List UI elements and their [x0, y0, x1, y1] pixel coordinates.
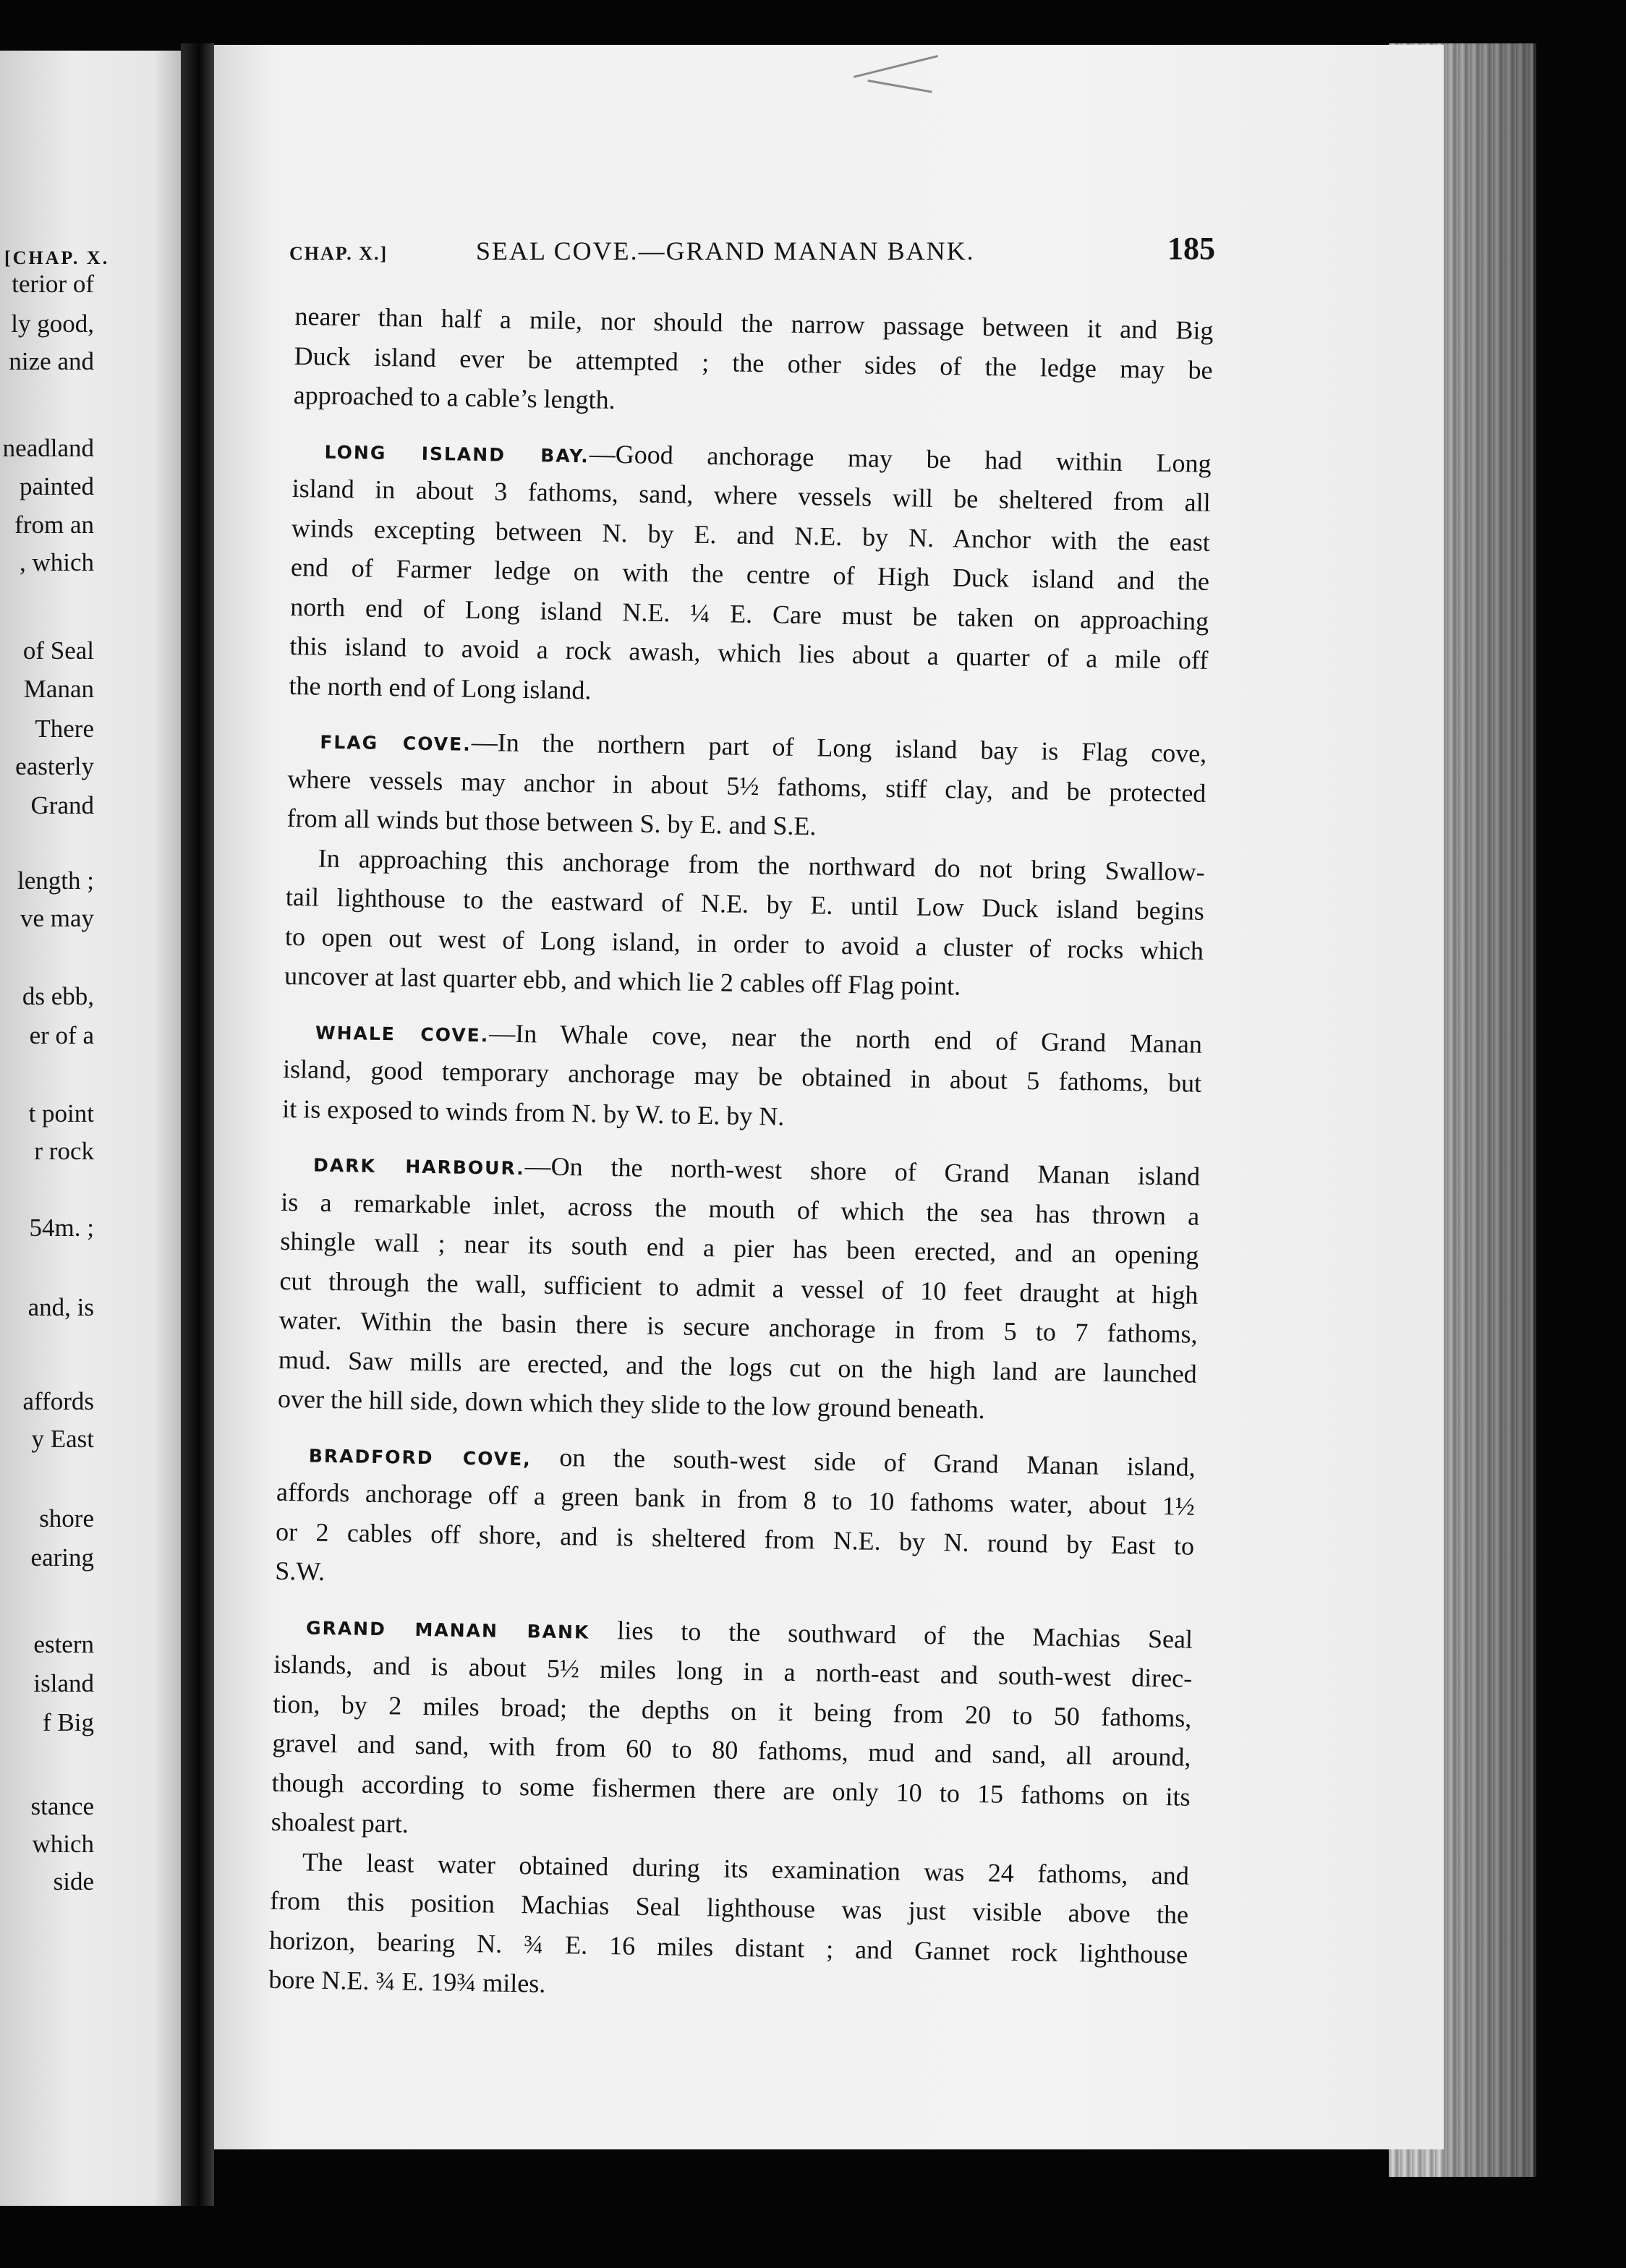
- line-text: from this position Machias Seal lighthouse was just visible above the: [269, 1885, 1189, 1930]
- paragraph: [278, 1143, 1201, 1433]
- facing-page-chapter-mark: [CHAP. X.: [4, 247, 110, 268]
- facing-page-text-fragment: ly good,: [11, 310, 94, 338]
- paragraph: [284, 837, 1205, 1010]
- facing-page-text-fragment: Manan: [23, 675, 94, 703]
- running-title: SEAL COVE.—GRAND MANAN BANK.: [476, 236, 975, 265]
- facing-page-text-fragment: easterly: [15, 752, 94, 780]
- facing-page-text-fragment: ve may: [20, 904, 94, 932]
- page-edge-shadow: [1444, 43, 1533, 2177]
- section-heading: LONG ISLAND BAY.: [324, 441, 590, 466]
- line-text: The least water obtained during its examination was 24 fathoms, and: [302, 1846, 1190, 1890]
- line-text: though according to some fishermen there are only 10 to 15 fathoms on its: [271, 1768, 1191, 1812]
- line-text: tail lighthouse to the eastward of N.E. by E. until Low Duck island begins: [285, 882, 1205, 926]
- section-heading: FLAG COVE.: [320, 731, 472, 755]
- line-text: cut through the wall, sufficient to admit a vessel of 10 feet draught at high: [279, 1266, 1199, 1310]
- line-text: end of Farmer ledge on with the centre of High Duck island and the: [290, 552, 1210, 596]
- facing-page-text-fragment: which: [32, 1830, 94, 1858]
- line-text: affords anchorage off a green bank in from 8 to 10 fathoms water, about 1½: [276, 1477, 1196, 1521]
- facing-page-text-fragment: terior of: [12, 270, 94, 298]
- facing-page-text-fragment: There: [35, 715, 94, 743]
- facing-page-text-fragment: r rock: [34, 1137, 94, 1165]
- line-text: islands, and is about 5½ miles long in a north-east and south-west direc-: [273, 1649, 1193, 1693]
- facing-page-text-fragment: ds ebb,: [22, 982, 94, 1010]
- line-text: —In the northern part of Long island bay is Flag cove,: [471, 727, 1207, 768]
- facing-page-text-fragment: affords: [22, 1387, 94, 1415]
- facing-page-text-fragment: of Seal: [22, 636, 94, 665]
- facing-page-text-fragment: , which: [19, 548, 94, 576]
- line-text: island in about 3 fathoms, sand, where vessels will be sheltered from all: [291, 473, 1211, 517]
- facing-page-text-fragment: and, is: [27, 1293, 94, 1321]
- line-text: —In Whale cove, near the north end of Grand Manan: [488, 1018, 1203, 1059]
- line-text: nearer than half a mile, nor should the narrow passage between it and Big: [294, 301, 1214, 345]
- page-number: 185: [1167, 231, 1215, 266]
- facing-page-text-fragment: side: [53, 1867, 94, 1896]
- facing-page-text-fragment: stance: [30, 1792, 94, 1820]
- paragraph: [286, 720, 1206, 852]
- section-heading: BRADFORD COVE,: [308, 1444, 532, 1470]
- line-text: gravel and sand, with from 60 to 80 fathoms, mud and sand, all around,: [272, 1728, 1191, 1772]
- section-heading: GRAND MANAN BANK: [305, 1616, 590, 1643]
- line-text: Duck island ever be attempted ; the other sides of the ledge may be: [294, 341, 1213, 385]
- line-text: the north end of Long island.: [289, 670, 592, 704]
- line-text: lies to the southward of the Machias Seal: [589, 1615, 1193, 1654]
- line-text: shoalest part.: [271, 1807, 409, 1838]
- paragraph: [282, 1010, 1202, 1142]
- facing-page-text-fragment: shore: [39, 1504, 94, 1532]
- line-text: —Good anchorage may be had within Long: [589, 438, 1212, 478]
- section-heading: WHALE COVE.: [315, 1022, 490, 1046]
- facing-page-text-fragment: length ;: [17, 866, 94, 895]
- facing-page-text-fragment: er of a: [29, 1021, 94, 1049]
- line-text: it is exposed to winds from N. by W. to E. by N.: [282, 1094, 785, 1131]
- facing-page-text-fragment: estern: [33, 1630, 94, 1658]
- facing-page-text-fragment: painted: [19, 472, 94, 500]
- facing-page-text-fragment: Grand: [30, 791, 94, 819]
- line-text: In approaching this anchorage from the northward do not bring Swallow-: [318, 843, 1205, 887]
- running-header: [289, 230, 1215, 273]
- line-text: north end of Long island N.E. ¼ E. Care must be taken on approaching: [289, 592, 1209, 636]
- facing-page-text-fragment: 54m. ;: [29, 1214, 94, 1242]
- line-text: —On the north-west shore of Grand Manan island: [524, 1151, 1201, 1191]
- paragraph: [293, 297, 1213, 429]
- line-text: to open out west of Long island, in order to avoid a cluster of rocks which: [284, 921, 1204, 965]
- body-text: [268, 297, 1214, 2013]
- line-text: mud. Saw mills are erected, and the logs cut on the high land are launched: [278, 1344, 1198, 1389]
- book-gutter: [181, 43, 214, 2206]
- line-text: S.W.: [275, 1556, 325, 1586]
- line-text: from all winds but those between S. by E. and S.E.: [286, 803, 817, 841]
- facing-page-text-fragment: t point: [28, 1099, 94, 1127]
- facing-page-text-fragment: from an: [14, 511, 94, 539]
- line-text: where vessels may anchor in about 5½ fathoms, stiff clay, and be protected: [287, 764, 1206, 808]
- line-text: bore N.E. ¾ E. 19¾ miles.: [268, 1964, 546, 1998]
- chapter-mark: CHAP. X.]: [289, 243, 388, 264]
- section-heading: DARK HARBOUR.: [312, 1154, 525, 1180]
- facing-page-text-fragment: earing: [30, 1543, 94, 1572]
- line-text: over the hill side, down which they slide to the low ground beneath.: [277, 1384, 986, 1425]
- line-text: shingle wall ; near its south end a pier has been erected, and an opening: [280, 1226, 1199, 1270]
- line-text: approached to a cable’s length.: [293, 380, 616, 414]
- facing-page-fragments: [0, 51, 181, 2206]
- line-text: uncover at last quarter ebb, and which lie 2 cables off Flag point.: [284, 960, 961, 1001]
- line-text: winds excepting between N. by E. and N.E. by N. Anchor with the east: [291, 513, 1211, 557]
- line-text: or 2 cables off shore, and is sheltered from N.E. by N. round by East to: [275, 1517, 1195, 1561]
- paragraph: [271, 1605, 1193, 1856]
- paragraph: [275, 1433, 1196, 1605]
- line-text: island, good temporary anchorage may be obtained in about 5 fathoms, but: [282, 1054, 1202, 1098]
- facing-page-text-fragment: neadland: [2, 434, 94, 462]
- facing-page-text-fragment: island: [33, 1669, 94, 1697]
- line-text: on the south-west side of Grand Manan island,: [531, 1441, 1196, 1482]
- facing-page-text-fragment: f Big: [43, 1708, 94, 1736]
- line-text: tion, by 2 miles broad; the depths on it being from 20 to 50 fathoms,: [273, 1689, 1192, 1733]
- line-text: this island to avoid a rock awash, which lies about a quarter of a mile off: [289, 631, 1209, 675]
- facing-page: [0, 51, 181, 2206]
- line-text: water. Within the basin there is secure anchorage in from 5 to 7 fathoms,: [278, 1305, 1198, 1349]
- facing-page-text-fragment: nize and: [9, 347, 94, 375]
- line-text: horizon, bearing N. ¾ E. 16 miles distant ; and Gannet rock lighthouse: [268, 1925, 1188, 1969]
- paragraph: [289, 429, 1212, 719]
- paragraph: [268, 1841, 1189, 2013]
- facing-page-text-fragment: y East: [31, 1425, 94, 1453]
- line-text: is a remarkable inlet, across the mouth of which the sea has thrown a: [281, 1187, 1200, 1231]
